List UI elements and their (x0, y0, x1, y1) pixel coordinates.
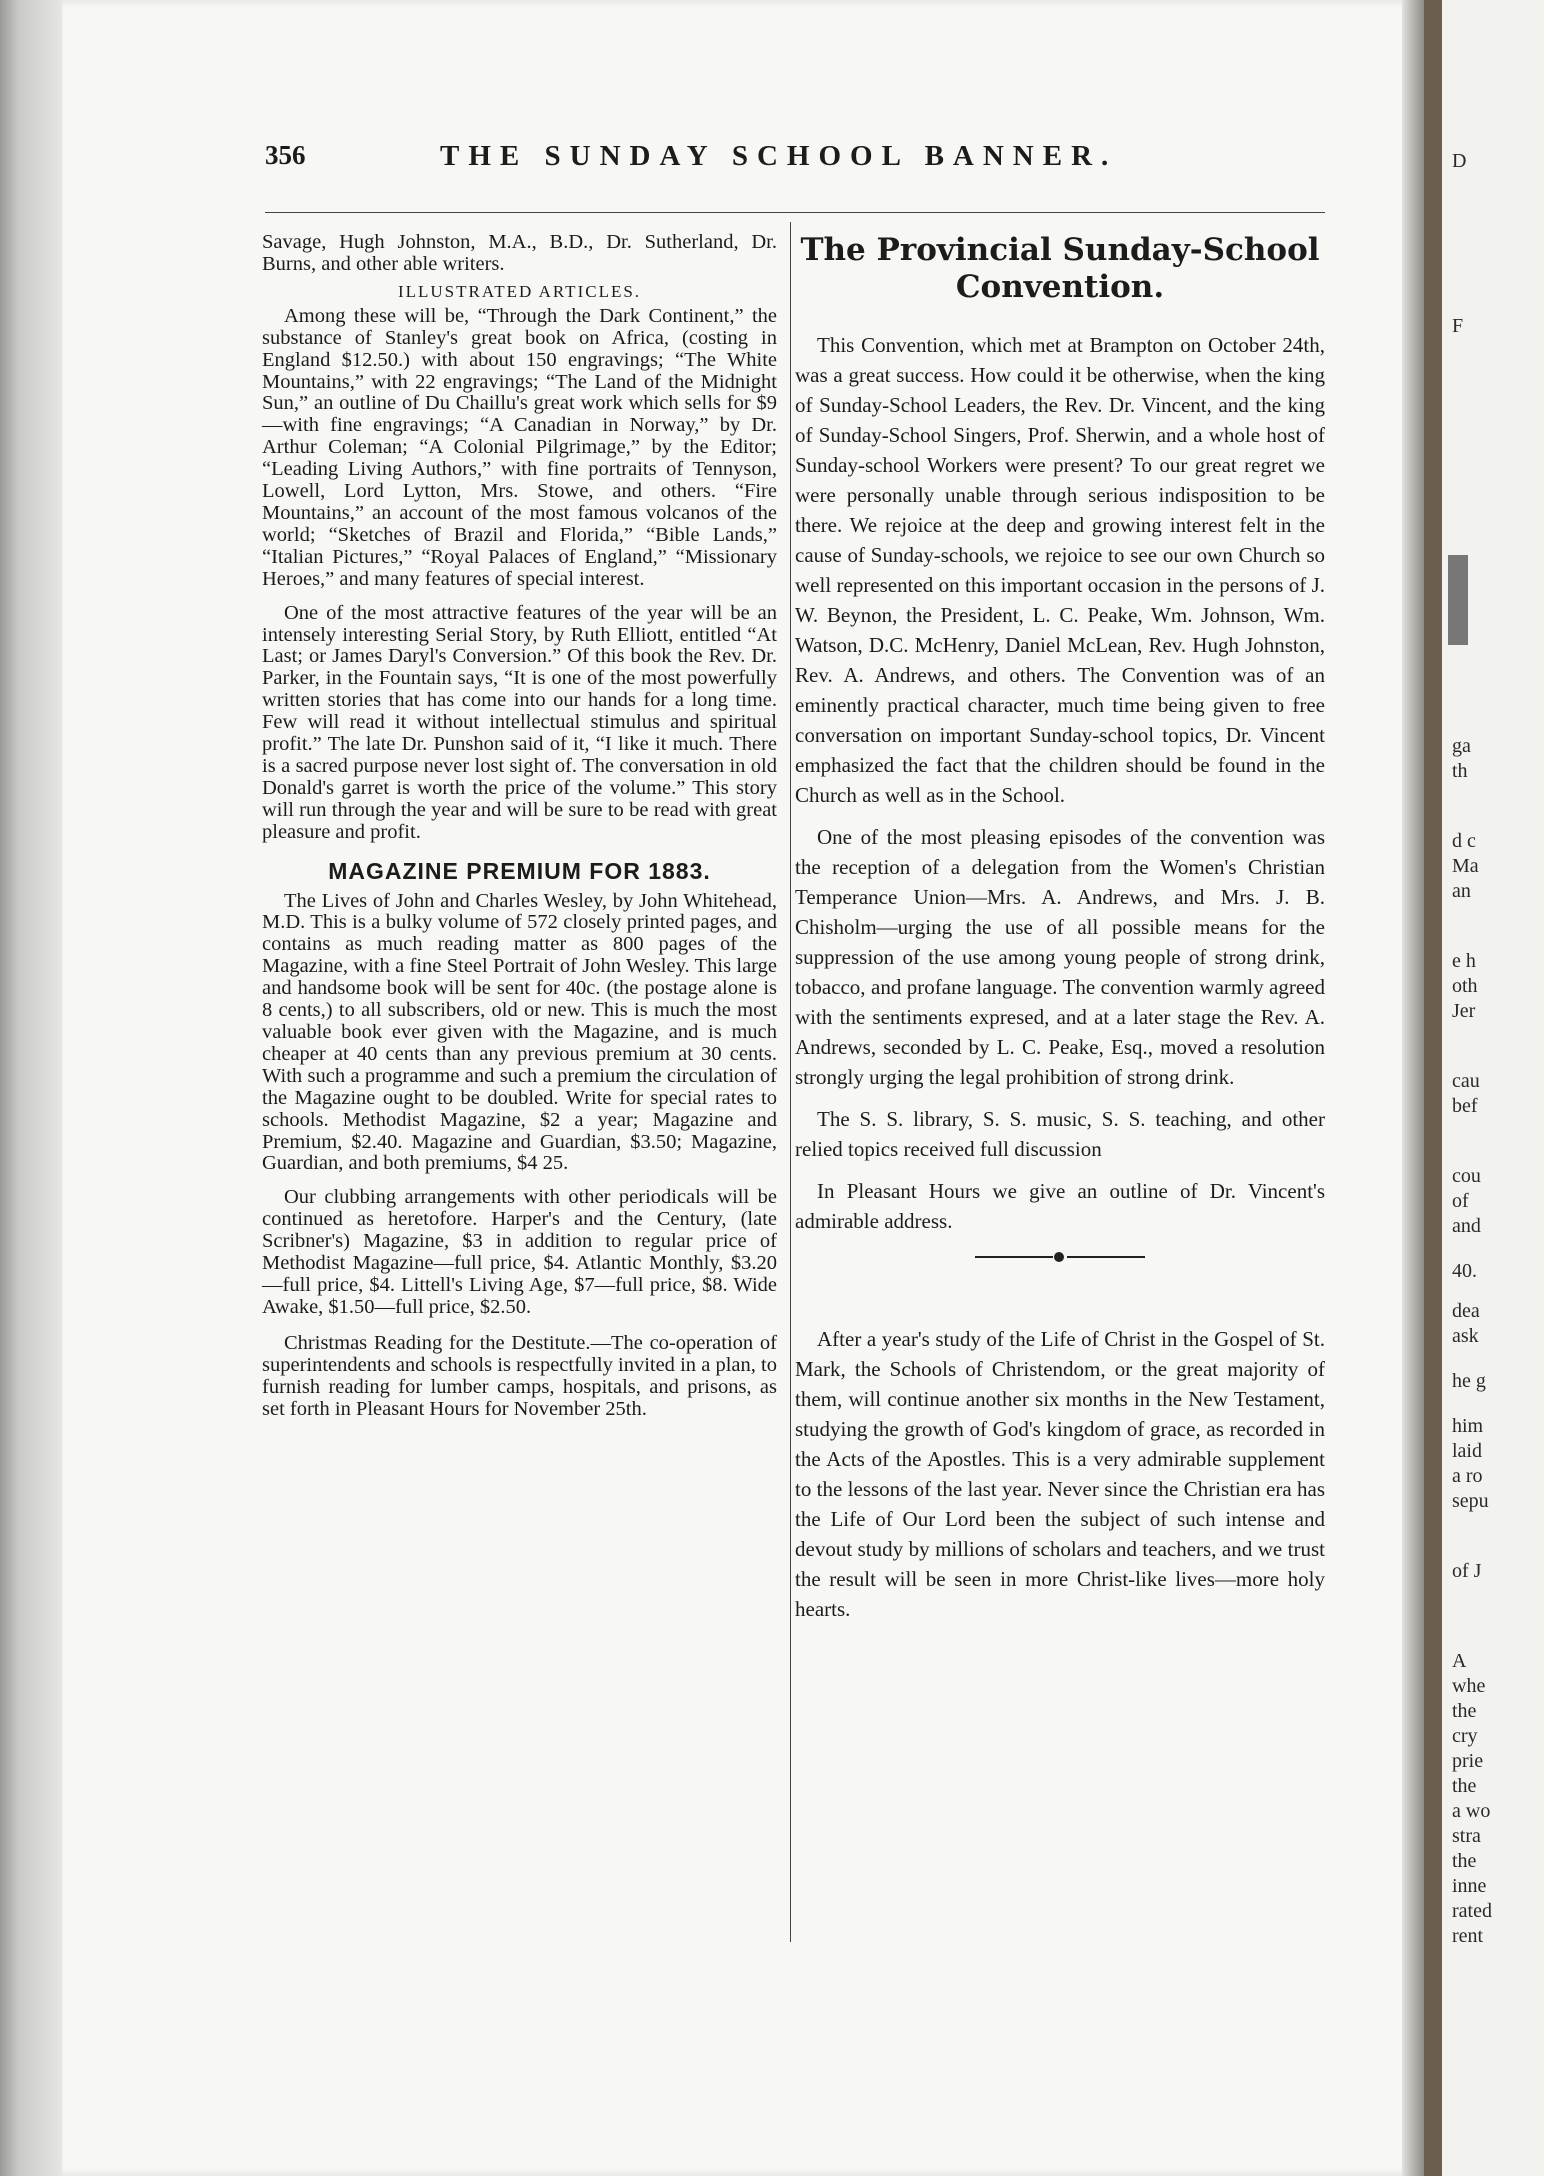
illustrated-articles-paragraph: Among these will be, “Through the Dark Continent,” the substance of Stanley's great book on Africa, (costing in England $12.50.) with about 150 engravings; “The White Mountains,” with 22 engravings; “The Land of the Midnight Sun,” an outline of Du Chaillu's great work which sells for $9—with fine engravings; “A Canadian in Norway,” by Dr. Arthur Coleman; “A Colonial Pilgrimage,” by the Editor; “Leading Living Authors,” with fine portraits of Tennyson, Lowell, Lord Lytton, Mrs. Stowe, and others. “Fire Mountains,” an account of the most famous volcanos of the world; “Sketches of Brazil and Florida,” “Bible Lands,” “Italian Pictures,” “Royal Palaces of England,” “Missionary Heroes,” and many features of special interest. (262, 304, 777, 590)
next-page-fragment: rent (1452, 1925, 1484, 1947)
next-page-edge (1442, 0, 1544, 2176)
next-page-fragment: sepu (1452, 1490, 1489, 1512)
convention-article-title: The Provincial Sunday-School Convention. (800, 232, 1320, 305)
next-page-fragment: dea (1452, 1300, 1480, 1322)
previous-page-edge (0, 0, 62, 2176)
left-column (262, 232, 777, 1420)
convention-paragraph-2: One of the most pleasing episodes of the convention was the reception of a delegation from the Women's Christian Temperance Union—Mrs. A. Andrews, and Mrs. J. B. Chisholm—urging the use of all possible means for the suppression of the use among young people of strong drink, tobacco, and profane language. The convention warmly agreed with the sentiments expresed, and at a later stage the Rev. A. Andrews, seconded by L. C. Peake, Esq., moved a resolution strongly urging the legal prohibition of strong drink. (795, 825, 1325, 1089)
next-page-fragment: he g (1452, 1370, 1486, 1392)
next-page-fragment: the (1452, 1850, 1477, 1872)
next-page-fragment: prie (1452, 1750, 1484, 1772)
next-page-fragment: oth (1452, 975, 1478, 997)
next-page-fragment: ga (1452, 735, 1471, 757)
next-page-fragment: d c (1452, 830, 1476, 852)
next-page-fragment: A (1452, 1650, 1467, 1672)
next-page-fragment: Jer (1452, 1000, 1476, 1022)
next-page-fragment: of J (1452, 1560, 1482, 1582)
convention-paragraph-4: In Pleasant Hours we give an outline of Dr. Vincent's admirable address. (795, 1179, 1325, 1233)
next-page-fragment: rated (1452, 1900, 1492, 1922)
next-page-fragment: inne (1452, 1875, 1487, 1897)
next-page-fragment: and (1452, 1215, 1481, 1237)
book-spine (1424, 0, 1442, 2176)
next-page-illustration-edge (1448, 555, 1468, 645)
next-page-fragment: cry (1452, 1725, 1478, 1747)
acts-study-paragraph: After a year's study of the Life of Christ in the Gospel of St. Mark, the Schools of Christendom, or the great majority of them, will continue another six months in the New Testament, studying the growth of God's kingdom of grace, as recorded in the Acts of the Apostles. This is a very admirable supplement to the lessons of the last year. Never since the Christian era has the Life of Our Lord been the subject of such intense and devout study by millions of scholars and teachers, and we trust the result will be seen in more Christ-like lives—more holy hearts. (795, 1327, 1325, 1621)
next-page-fragment: ask (1452, 1325, 1479, 1347)
next-page-fragment: an (1452, 880, 1471, 902)
convention-paragraph-1: This Convention, which met at Brampton on October 24th, was a great success. How could it be otherwise, when the king of Sunday-School Leaders, the Rev. Dr. Vincent, and the king of Sunday-School Singers, Prof. Sherwin, and a whole host of Sunday-school Workers were present? To our great regret we were personally unable through serious indisposition to be there. We rejoice at the deep and growing interest felt in the cause of Sunday-schools, we rejoice to see our own Church so well represented on this important occasion in the persons of J. W. Beynon, the President, L. C. Peake, Wm. Johnson, Wm. Watson, D.C. McHenry, Daniel McLean, Rev. Hugh Johnston, Rev. A. Andrews, and others. The Convention was of an eminently practical character, much time being given to free conversation on important Sunday-school topics, Dr. Vincent emphasized the fact that the children should be found in the Church as well as in the School. (795, 333, 1325, 807)
convention-paragraph-3: The S. S. library, S. S. music, S. S. teaching, and other relied topics received full discussion (795, 1107, 1325, 1161)
column-divider (790, 222, 791, 1942)
premium-paragraph: The Lives of John and Charles Wesley, by John Whitehead, M.D. This is a bulky volume of 572 closely printed pages, and contains as much reading matter as 800 pages of the Magazine, with a fine Steel Portrait of John Wesley. This large and handsome book will be sent for 40c. (the postage alone is 8 cents,) to all subscribers, old or new. This is much the most valuable book ever given with the Magazine, and is much cheaper at 40 cents than any previous premium at 30 cents. With such a programme and such a premium the circulation of the Magazine ought to be doubled. Write for special rates to schools. Methodist Magazine, $2 a year; Magazine and Premium, $2.40. Magazine and Guardian, $3.50; Magazine, Guardian, and both premiums, $4 25. (262, 889, 777, 1175)
magazine-premium-heading: MAGAZINE PREMIUM FOR 1883. (328, 857, 711, 884)
next-page-fragment: 40. (1452, 1260, 1477, 1282)
next-page-fragment: bef (1452, 1095, 1478, 1117)
next-page-fragment: e h (1452, 950, 1476, 972)
next-page-fragment: a ro (1452, 1465, 1483, 1487)
next-page-fragment: whe (1452, 1675, 1486, 1697)
illustrated-articles-heading: ILLUSTRATED ARTICLES. (397, 281, 642, 301)
page-header (265, 140, 1170, 190)
right-column (795, 232, 1325, 1624)
next-page-fragment: laid (1452, 1440, 1482, 1462)
next-page-fragment: cou (1452, 1165, 1481, 1187)
serial-story-paragraph: One of the most attractive features of the year will be an intensely interesting Serial Story, by Ruth Elliott, entitled “At Last; or James Daryl's Conversion.” Of this book the Rev. Dr. Parker, in the Fountain says, “It is one of the most powerfully written stories that has come into our hands for a long time. Few will read it without intellectual stimulus and spiritual profit.” The late Dr. Punshon said of it, “I like it much. There is a sacred purpose never lost sight of. The conversation in old Donald's garret is worth the price of the volume.” This story will run through the year and will be sure to be read with great pleasure and profit. (262, 601, 777, 843)
next-page-fragment: F (1452, 315, 1464, 337)
page-gutter-shadow (1402, 0, 1424, 2176)
next-page-fragment: the (1452, 1775, 1477, 1797)
next-page-fragment: a wo (1452, 1800, 1491, 1822)
next-page-fragment: stra (1452, 1825, 1481, 1847)
next-page-fragment: D (1452, 150, 1467, 172)
writers-paragraph: Savage, Hugh Johnston, M.A., B.D., Dr. Sutherland, Dr. Burns, and other able writers. (262, 231, 777, 275)
clubbing-paragraph: Our clubbing arrangements with other periodicals will be continued as heretofore. Harper's and the Century, (late Scribner's) Magazine, $3 in addition to regular price of Methodist Magazine—full price, $4. Atlantic Monthly, $3.20—full price, $4. Littell's Living Age, $7—full price, $8. Wide Awake, $1.50—full price, $2.50. (262, 1186, 777, 1318)
next-page-fragment: Ma (1452, 855, 1479, 877)
running-title: THE SUNDAY SCHOOL BANNER. (440, 140, 1118, 172)
next-page-fragment: cau (1452, 1070, 1480, 1092)
page-number: 356 (265, 140, 306, 170)
next-page-fragment: th (1452, 760, 1468, 782)
next-page-fragment: him (1452, 1415, 1484, 1437)
next-page-fragment: of (1452, 1190, 1469, 1212)
christmas-reading-paragraph: Christmas Reading for the Destitute.—The co-operation of superintendents and schools is respectfully invited in a plan, to furnish reading for lumber camps, hospitals, and prisons, as set forth in Pleasant Hours for November 25th. (262, 1331, 777, 1420)
header-rule (265, 212, 1325, 213)
next-page-fragment: the (1452, 1700, 1477, 1722)
section-ornament (975, 1250, 1145, 1264)
